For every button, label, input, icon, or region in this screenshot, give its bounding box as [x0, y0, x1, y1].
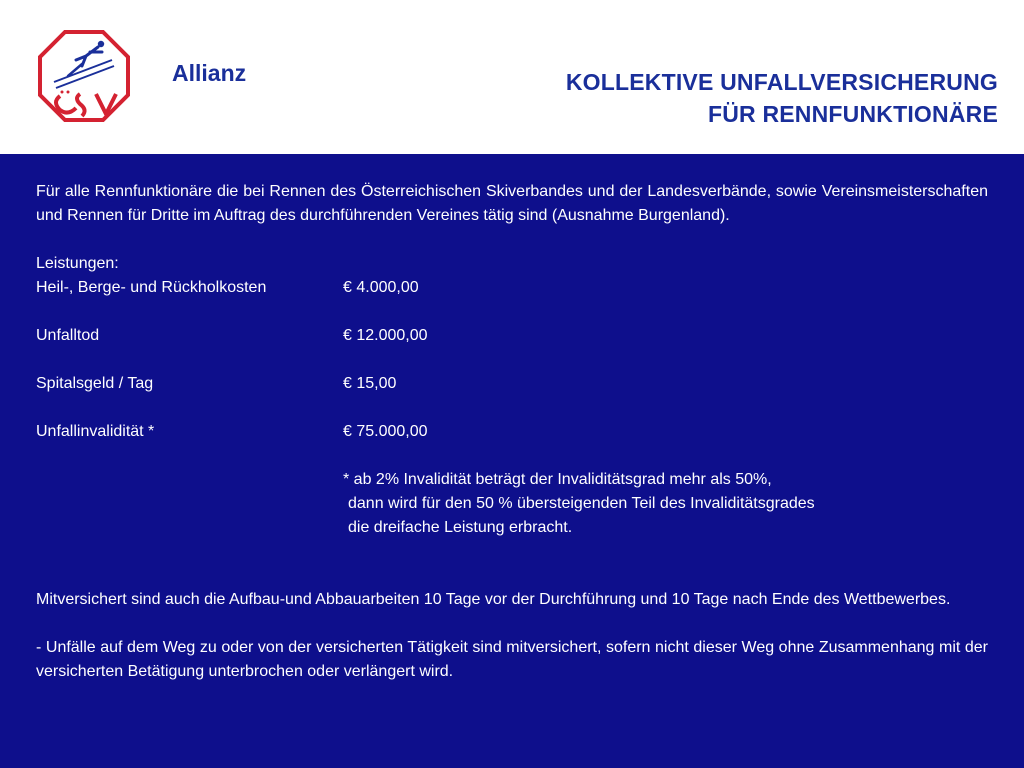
content-body	[36, 180, 988, 684]
footnote-line-1: * ab 2% Invalidität beträgt der Invaliditätsgrad mehr als 50%,	[343, 471, 772, 488]
allianz-brand: Allianz	[172, 60, 247, 86]
benefit-label: Unfalltod	[36, 327, 100, 344]
benefit-label: Heil-, Berge- und Rückholkosten	[36, 279, 267, 296]
invaliditaet-footnote	[343, 468, 988, 540]
benefit-row	[36, 420, 988, 444]
content-panel	[0, 154, 1024, 768]
title-line-2: FÜR RENNFUNKTIONÄRE	[707, 101, 998, 127]
unfaelle-paragraph: - Unfälle auf dem Weg zu oder von der versicherten Tätigkeit sind mitversichert, sofern nicht dieser Weg ohne Zusammenhang mit der versicherten Betätigung unterbrochen oder verlängert wird.	[36, 639, 988, 680]
benefit-value: € 4.000,00	[343, 279, 419, 296]
benefit-value: € 12.000,00	[343, 327, 428, 344]
header	[0, 0, 1024, 154]
leistungen-heading: Leistungen:	[36, 255, 119, 272]
benefit-label: Spitalsgeld / Tag	[36, 375, 154, 392]
mitversichert-paragraph: Mitversichert sind auch die Aufbau-und Abbauarbeiten 10 Tage vor der Durchführung und 10 Tage nach Ende des Wettbewerbes.	[36, 591, 951, 608]
footnote-line-2: dann wird für den 50 % übersteigenden Teil des Invaliditätsgrades	[348, 495, 815, 512]
footnote-line-3: die dreifache Leistung erbracht.	[348, 519, 573, 536]
benefit-row	[36, 372, 988, 396]
benefit-row	[36, 324, 988, 348]
title-line-1: KOLLEKTIVE UNFALLVERSICHERUNG	[565, 69, 998, 95]
benefit-value: € 75.000,00	[343, 423, 428, 440]
benefit-row	[36, 276, 988, 300]
page-title	[566, 66, 998, 130]
benefit-value: € 15,00	[343, 375, 397, 392]
intro-paragraph: Für alle Rennfunktionäre die bei Rennen des Österreichischen Skiverbandes und der Landesverbände, sowie Vereinsmeisterschaften und Rennen für Dritte im Auftrag des durchführenden Vereines tätig sind (Ausnahme Burgenland).	[36, 183, 988, 224]
benefit-label: Unfallinvalidität *	[36, 423, 155, 440]
oesv-logo	[38, 30, 130, 122]
